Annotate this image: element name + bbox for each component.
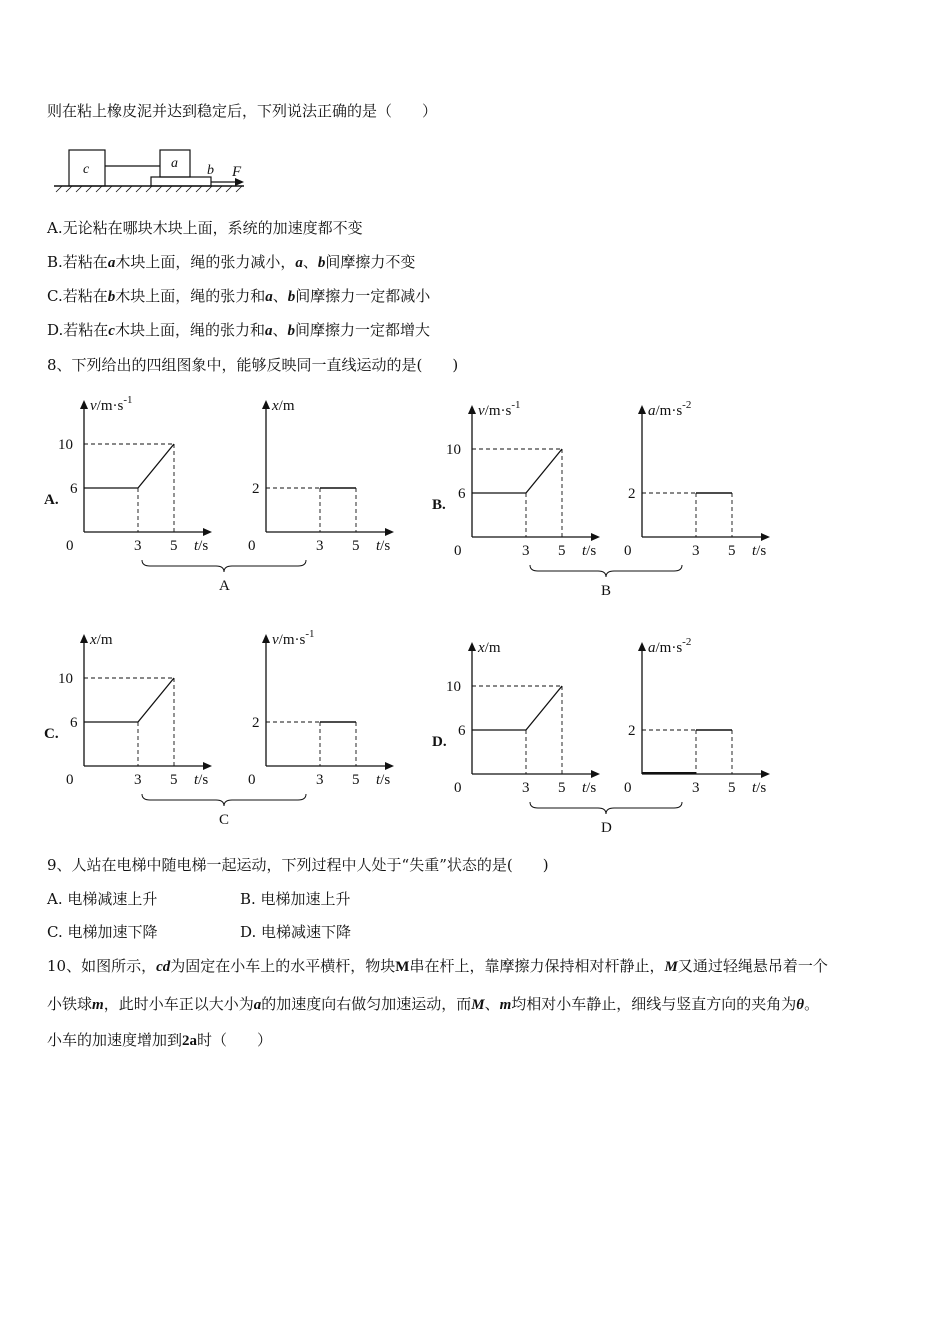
x-axis-arrow	[385, 528, 394, 536]
y-axis-label: x/m	[478, 640, 501, 656]
q7-option-a: A.无论粘在哪块木块上面，系统的加速度都不变	[47, 219, 363, 237]
x-tick-label: 0	[248, 538, 256, 554]
group-label: A.	[44, 492, 59, 508]
group-label: B.	[432, 497, 446, 513]
x-tick-label: 0	[624, 780, 632, 796]
block-c-label: c	[83, 162, 90, 177]
y-tick-label: 10	[446, 442, 461, 458]
y-tick-label: 6	[70, 715, 78, 731]
x-axis-label: t/s	[582, 780, 597, 796]
x-axis-label: t/s	[194, 538, 209, 554]
x-tick-label: 5	[558, 543, 566, 559]
q7-option-b: B.若粘在a木块上面，绳的张力减小，a、b间摩擦力不变	[47, 253, 416, 271]
x-axis-label: t/s	[752, 780, 767, 796]
q9-stem: 9、人站在电梯中随电梯一起运动，下列过程中人处于“失重”状态的是( )	[47, 856, 549, 874]
x-tick-label: 5	[352, 772, 360, 788]
q7-stem: 则在粘上橡皮泥并达到稳定后，下列说法正确的是（ ）	[47, 102, 438, 120]
y-axis-label: $v/m\cdot s^{-1}$	[90, 394, 133, 414]
y-axis-arrow	[262, 634, 270, 643]
x-tick-label: 0	[454, 780, 462, 796]
graph-group-d	[428, 630, 778, 842]
y-tick-label: 2	[252, 715, 260, 731]
brace-label: B	[601, 583, 612, 599]
y-axis-label: $a/m\cdot s^{-2}$	[648, 636, 692, 656]
q9-option-b: B. 电梯加速上升	[240, 890, 351, 908]
q7-block-figure	[52, 142, 252, 194]
y-tick-label: 10	[58, 437, 73, 453]
q7-option-c: C.若粘在b木块上面，绳的张力和a、b间摩擦力一定都减小	[47, 287, 431, 305]
x-tick-label: 0	[454, 543, 462, 559]
x-axis-arrow	[591, 770, 600, 778]
x-tick-label: 3	[522, 780, 530, 796]
x-axis-arrow	[385, 762, 394, 770]
q10-line-3: 小车的加速度增加到2a时（ ）	[47, 1031, 273, 1049]
x-axis-label: t/s	[376, 538, 391, 554]
y-tick-label: 6	[458, 486, 466, 502]
x-axis-label: t/s	[194, 772, 209, 788]
graph-group-c	[40, 622, 410, 834]
x-tick-label: 5	[352, 538, 360, 554]
x-axis-arrow	[591, 533, 600, 541]
x-tick-label: 3	[316, 538, 324, 554]
x-tick-label: 3	[134, 538, 142, 554]
x-tick-label: 0	[624, 543, 632, 559]
x-tick-label: 0	[66, 772, 74, 788]
y-axis-arrow	[468, 642, 476, 651]
y-axis-label: $v/m\cdot s^{-1}$	[272, 628, 315, 648]
x-tick-label: 0	[66, 538, 74, 554]
x-tick-label: 5	[728, 780, 736, 796]
group-label: C.	[44, 726, 59, 742]
graph-line	[84, 678, 174, 722]
y-tick-label: 2	[628, 486, 636, 502]
y-axis-label: $a/m\cdot s^{-2}$	[648, 399, 692, 419]
y-axis-arrow	[638, 642, 646, 651]
x-tick-label: 3	[316, 772, 324, 788]
y-tick-label: 10	[446, 679, 461, 695]
x-tick-label: 5	[170, 772, 178, 788]
q9-option-a: A. 电梯减速上升	[47, 890, 158, 908]
x-axis-label: t/s	[752, 543, 767, 559]
y-tick-label: 6	[458, 723, 466, 739]
x-axis-label: t/s	[376, 772, 391, 788]
y-axis-label: $v/m\cdot s^{-1}$	[478, 399, 521, 419]
graph-group-b	[428, 393, 778, 605]
brace-label: D	[601, 820, 612, 836]
y-tick-label: 2	[628, 723, 636, 739]
graph-line	[472, 449, 562, 493]
x-axis-arrow	[761, 770, 770, 778]
x-tick-label: 3	[692, 543, 700, 559]
x-tick-label: 0	[248, 772, 256, 788]
q7-option-d: D.若粘在c木块上面，绳的张力和a、b间摩擦力一定都增大	[47, 321, 430, 339]
group-brace	[530, 565, 682, 577]
x-axis-arrow	[761, 533, 770, 541]
graph-line	[472, 686, 562, 730]
x-axis-label: t/s	[582, 543, 597, 559]
x-tick-label: 5	[170, 538, 178, 554]
y-tick-label: 2	[252, 481, 260, 497]
q9-option-c: C. 电梯加速下降	[47, 923, 158, 941]
block-a-label: a	[171, 156, 178, 171]
graph-group-a	[40, 388, 410, 600]
graph-line	[84, 444, 174, 488]
q10-line-2: 小铁球m，此时小车正以大小为a的加速度向右做匀加速运动，而M、m均相对小车静止，细线与竖直方向的夹角为θ。	[47, 995, 820, 1013]
force-label: F	[232, 164, 242, 180]
y-axis-arrow	[262, 400, 270, 409]
y-axis-arrow	[638, 405, 646, 414]
x-axis-arrow	[203, 762, 212, 770]
group-label: D.	[432, 734, 447, 750]
block-b-label: b	[207, 163, 214, 178]
group-brace	[142, 794, 306, 806]
y-axis-arrow	[80, 634, 88, 643]
x-tick-label: 5	[558, 780, 566, 796]
q9-option-d: D. 电梯减速下降	[240, 923, 352, 941]
y-axis-arrow	[468, 405, 476, 414]
x-tick-label: 5	[728, 543, 736, 559]
group-brace	[530, 802, 682, 814]
y-axis-label: x/m	[272, 398, 295, 414]
x-axis-arrow	[203, 528, 212, 536]
brace-label: C	[219, 812, 230, 828]
x-tick-label: 3	[522, 543, 530, 559]
y-tick-label: 10	[58, 671, 73, 687]
y-axis-arrow	[80, 400, 88, 409]
y-axis-label: x/m	[90, 632, 113, 648]
x-tick-label: 3	[692, 780, 700, 796]
q8-stem: 8、下列给出的四组图象中，能够反映同一直线运动的是( )	[47, 356, 459, 374]
x-tick-label: 3	[134, 772, 142, 788]
brace-label: A	[219, 578, 230, 594]
block-b	[151, 177, 211, 186]
q10-line-1: 10、如图所示，cd为固定在小车上的水平横杆，物块M串在杆上，靠摩擦力保持相对杆静止，M又通过轻绳悬吊着一个	[47, 957, 828, 975]
y-tick-label: 6	[70, 481, 78, 497]
group-brace	[142, 560, 306, 572]
